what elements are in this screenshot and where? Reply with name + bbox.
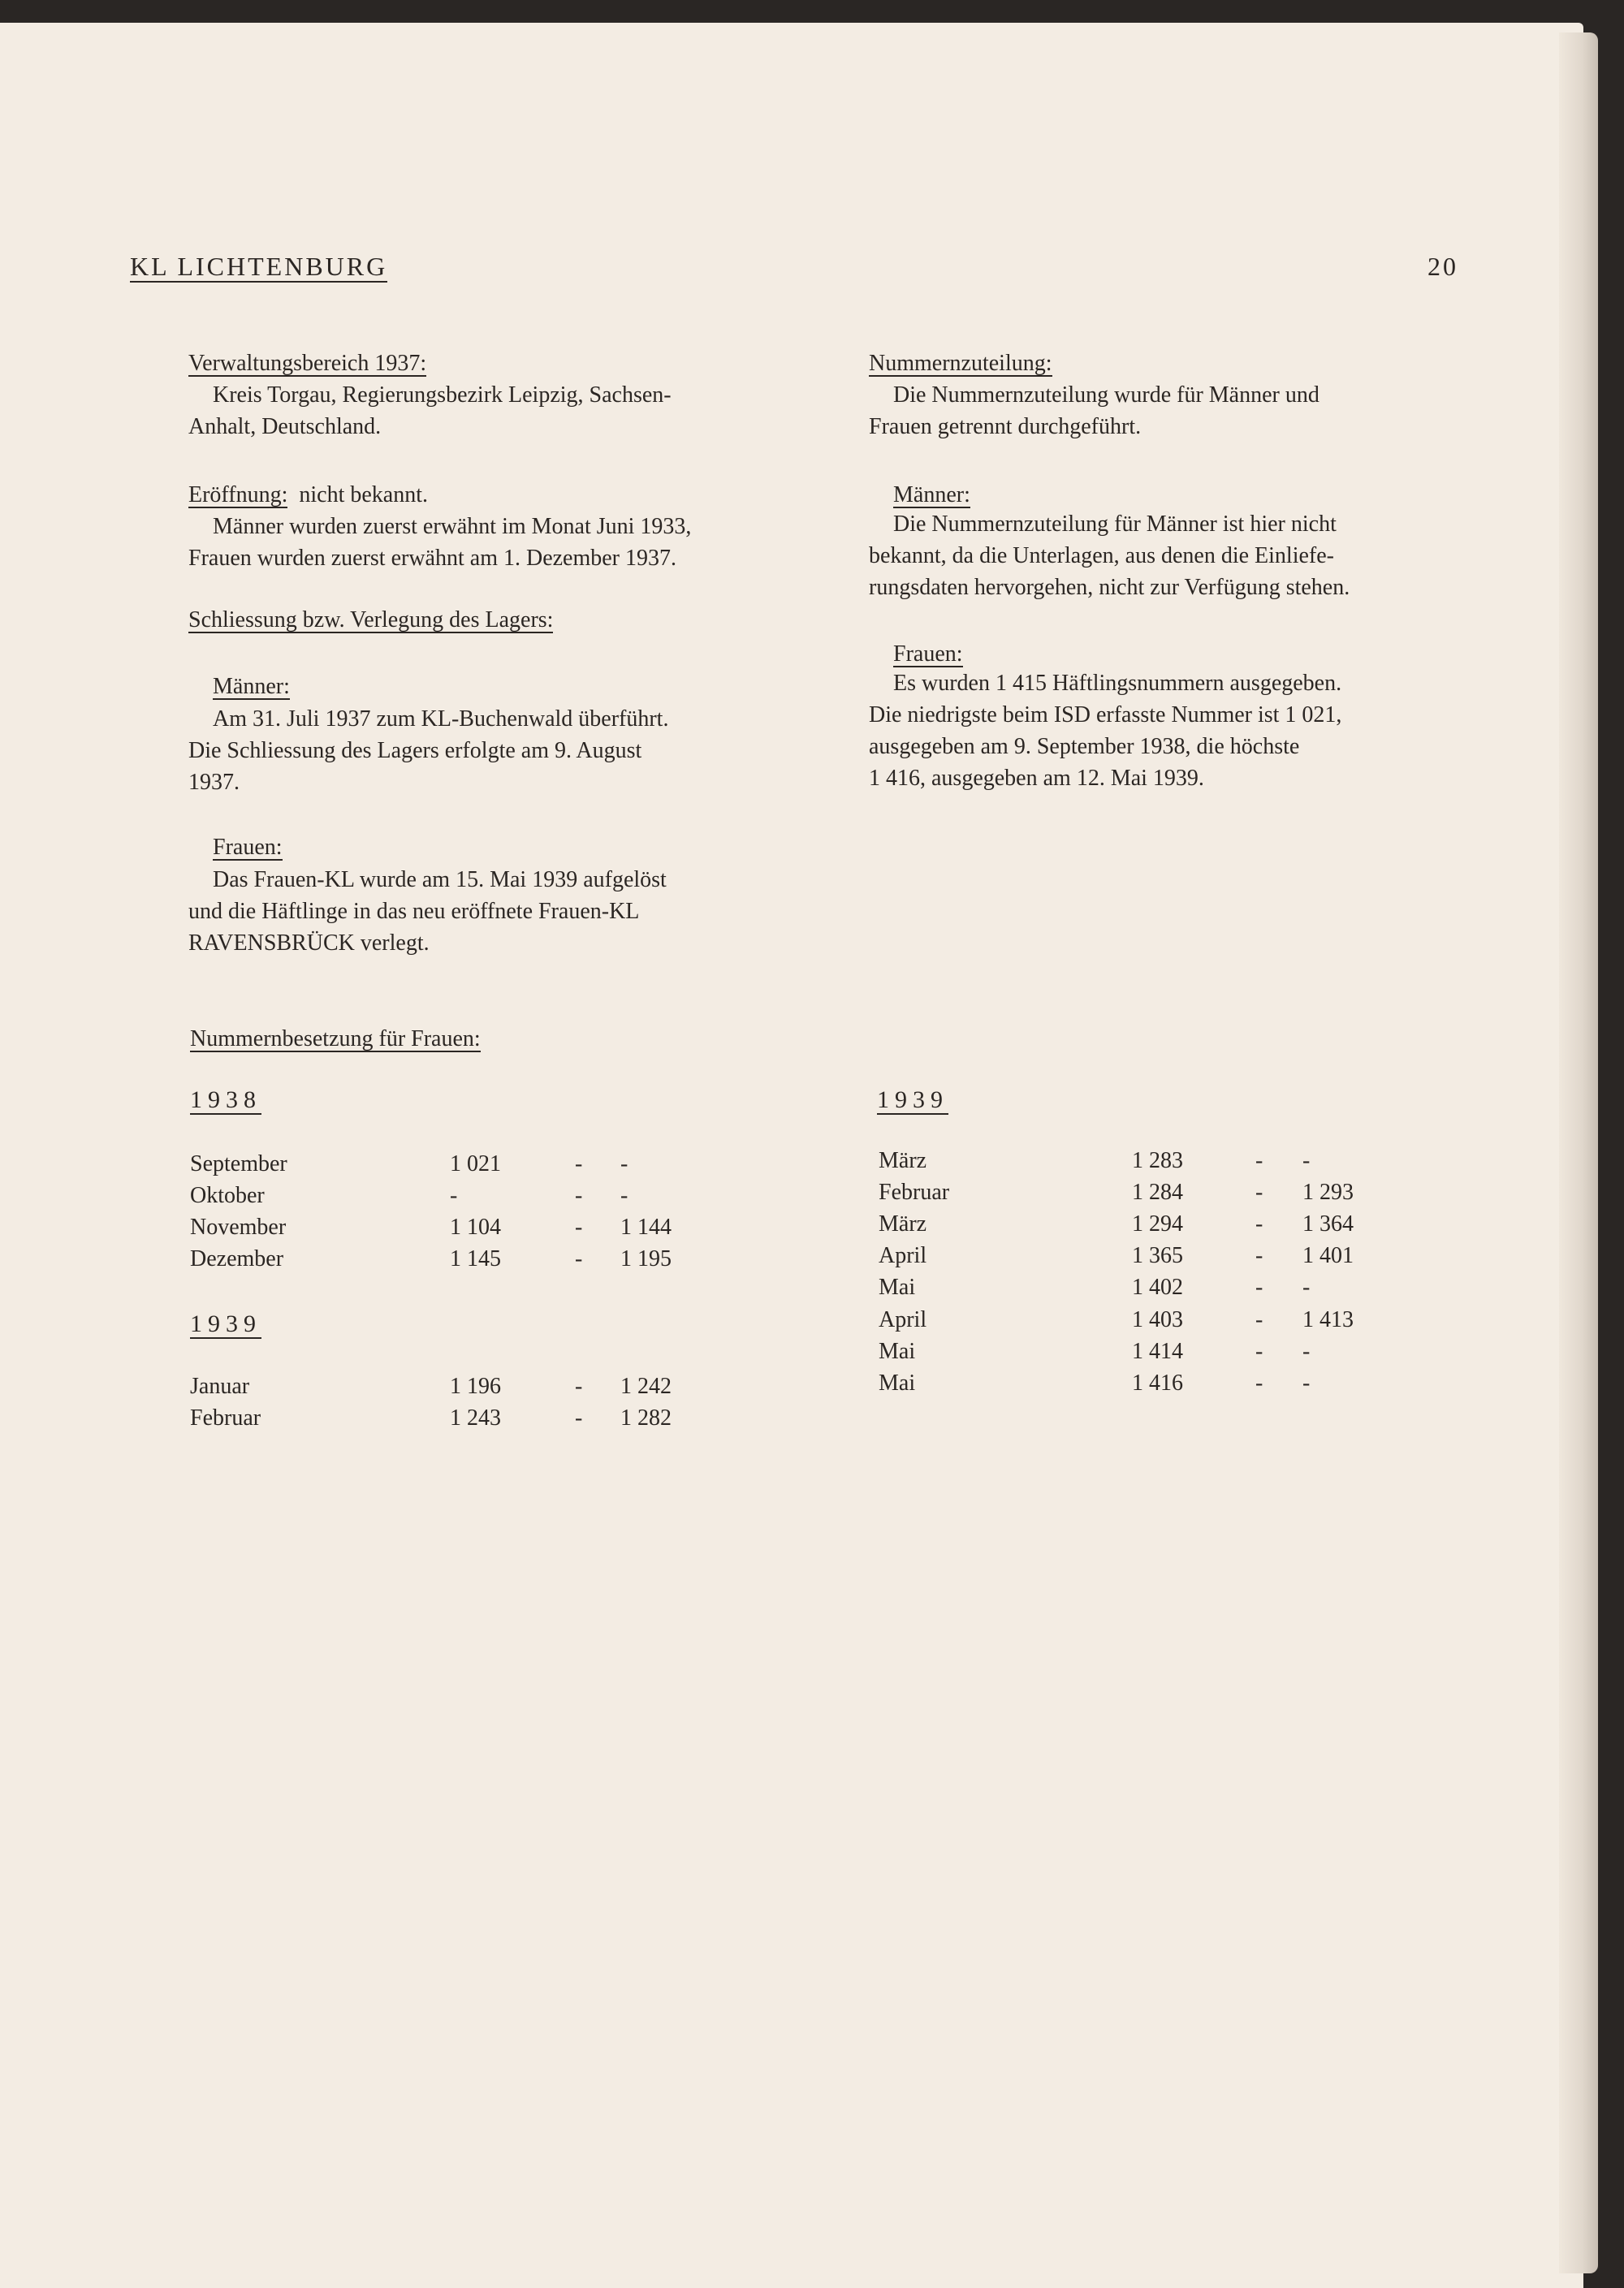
row-month: Februar xyxy=(190,1405,261,1431)
row-to: - xyxy=(620,1183,628,1208)
schliessung-section xyxy=(188,604,553,636)
frauen-section xyxy=(893,638,963,670)
row-dash: - xyxy=(575,1374,583,1399)
row-to: - xyxy=(1302,1371,1311,1396)
row-dash: - xyxy=(575,1246,583,1271)
schliessung-maenner-line-3: 1937. xyxy=(188,770,240,795)
row-month: März xyxy=(879,1148,927,1173)
row-month: März xyxy=(879,1211,927,1237)
eroeffnung-section xyxy=(188,479,691,574)
row-to: 1 413 xyxy=(1302,1307,1354,1332)
row-from: 1 196 xyxy=(450,1374,501,1399)
year-1938-text: 1938 xyxy=(190,1086,261,1113)
schliessung-maenner xyxy=(213,671,290,702)
maenner-line-1: Die Nummernzuteilung für Männer ist hier nicht xyxy=(893,512,1337,537)
maenner-text xyxy=(869,508,1350,603)
row-dash: - xyxy=(1255,1275,1263,1300)
row-from: 1 416 xyxy=(1132,1371,1183,1396)
row-to: 1 195 xyxy=(620,1246,672,1271)
maenner-line-3: rungsdaten hervorgehen, nicht zur Verfügung stehen. xyxy=(869,575,1350,600)
row-from: 1 283 xyxy=(1132,1148,1183,1173)
maenner-line-2: bekannt, da die Unterlagen, aus denen die Einliefe- xyxy=(869,543,1334,568)
row-from: 1 021 xyxy=(450,1151,501,1176)
row-month: April xyxy=(879,1307,927,1332)
zuteilung-line-1: Die Nummernzuteilung wurde für Männer und xyxy=(893,382,1320,408)
schliessung-maenner-line-1: Am 31. Juli 1937 zum KL-Buchenwald überführt. xyxy=(213,706,669,732)
row-to: - xyxy=(1302,1275,1311,1300)
row-from: 1 104 xyxy=(450,1215,501,1240)
schliessung-maenner-heading: Männer: xyxy=(213,674,290,699)
row-to: - xyxy=(1302,1339,1311,1364)
row-from: 1 145 xyxy=(450,1246,501,1271)
year-1939-heading-right xyxy=(877,1086,948,1115)
row-to: 1 364 xyxy=(1302,1211,1354,1237)
frauen-line-1: Es wurden 1 415 Häftlingsnummern ausgegeben. xyxy=(893,671,1342,696)
schliessung-frauen xyxy=(213,831,283,863)
row-dash: - xyxy=(575,1151,583,1176)
zuteilung-section xyxy=(869,348,1320,442)
schliessung-frauen-line-3: RAVENSBRÜCK verlegt. xyxy=(188,930,430,956)
row-month: Januar xyxy=(190,1374,250,1399)
row-to: - xyxy=(1302,1148,1311,1173)
page-number: 20 xyxy=(1427,252,1458,281)
page-edge xyxy=(1559,32,1598,2273)
row-to: 1 293 xyxy=(1302,1180,1354,1205)
row-month: Februar xyxy=(879,1180,950,1205)
row-dash: - xyxy=(575,1183,583,1208)
row-from: 1 402 xyxy=(1132,1275,1183,1300)
row-dash: - xyxy=(1255,1148,1263,1173)
frauen-text xyxy=(869,667,1341,794)
header-title-text: KL LICHTENBURG xyxy=(130,252,388,281)
schliessung-heading: Schliessung bzw. Verlegung des Lagers: xyxy=(188,607,554,632)
row-to: 1 144 xyxy=(620,1215,672,1240)
zuteilung-line-2: Frauen getrennt durchgeführt. xyxy=(869,414,1142,439)
row-from: 1 365 xyxy=(1132,1243,1183,1268)
year-1939-right-text: 1939 xyxy=(877,1086,948,1113)
besetzung-heading: Nummernbesetzung für Frauen: xyxy=(190,1026,481,1051)
row-dash: - xyxy=(1255,1307,1263,1332)
eroeffnung-line-1: Männer wurden zuerst erwähnt im Monat Juni 1933, xyxy=(213,514,692,539)
row-from: 1 284 xyxy=(1132,1180,1183,1205)
year-1938-heading xyxy=(190,1086,261,1115)
row-dash: - xyxy=(1255,1371,1263,1396)
besetzung-section xyxy=(190,1023,481,1055)
row-from: 1 414 xyxy=(1132,1339,1183,1364)
row-dash: - xyxy=(575,1215,583,1240)
row-to: 1 401 xyxy=(1302,1243,1354,1268)
frauen-line-2: Die niedrigste beim ISD erfasste Nummer ist 1 021, xyxy=(869,702,1342,727)
row-dash: - xyxy=(1255,1211,1263,1237)
schliessung-frauen-text xyxy=(188,864,667,959)
row-to: 1 282 xyxy=(620,1405,672,1431)
frauen-line-3: ausgegeben am 9. September 1938, die höchste xyxy=(869,734,1300,759)
schliessung-maenner-line-2: Die Schliessung des Lagers erfolgte am 9. August xyxy=(188,738,642,763)
row-from: 1 403 xyxy=(1132,1307,1183,1332)
row-dash: - xyxy=(1255,1339,1263,1364)
schliessung-frauen-line-1: Das Frauen-KL wurde am 15. Mai 1939 aufgelöst xyxy=(213,867,667,892)
row-month: Mai xyxy=(879,1275,916,1300)
year-1939-left-text: 1939 xyxy=(190,1310,261,1337)
frauen-heading: Frauen: xyxy=(893,641,963,667)
year-1939-heading-left xyxy=(190,1310,261,1339)
zuteilung-heading: Nummernzuteilung: xyxy=(869,351,1052,376)
verwaltung-heading: Verwaltungsbereich 1937: xyxy=(188,351,427,376)
maenner-heading: Männer: xyxy=(893,482,970,507)
row-dash: - xyxy=(1255,1180,1263,1205)
row-to: - xyxy=(620,1151,628,1176)
verwaltung-section xyxy=(188,348,672,442)
schliessung-maenner-text xyxy=(188,703,668,798)
row-month: November xyxy=(190,1215,287,1240)
verwaltung-line-1: Kreis Torgau, Regierungsbezirk Leipzig, Sachsen- xyxy=(213,382,672,408)
schliessung-frauen-heading: Frauen: xyxy=(213,835,283,860)
frauen-line-4: 1 416, ausgegeben am 12. Mai 1939. xyxy=(869,766,1204,791)
page-header-title xyxy=(130,252,387,283)
eroeffnung-heading: Eröffnung: xyxy=(188,482,288,507)
eroeffnung-value: nicht bekannt. xyxy=(299,482,428,507)
row-month: Dezember xyxy=(190,1246,284,1271)
schliessung-frauen-line-2: und die Häftlinge in das neu eröffnete Frauen-KL xyxy=(188,899,640,924)
row-dash: - xyxy=(575,1405,583,1431)
row-month: Oktober xyxy=(190,1183,265,1208)
row-month: April xyxy=(879,1243,927,1268)
row-dash: - xyxy=(1255,1243,1263,1268)
verwaltung-line-2: Anhalt, Deutschland. xyxy=(188,414,382,439)
row-from: - xyxy=(450,1183,458,1208)
eroeffnung-line-2: Frauen wurden zuerst erwähnt am 1. Dezember 1937. xyxy=(188,546,677,571)
row-month: September xyxy=(190,1151,287,1176)
row-month: Mai xyxy=(879,1339,916,1364)
row-month: Mai xyxy=(879,1371,916,1396)
row-to: 1 242 xyxy=(620,1374,672,1399)
maenner-section xyxy=(893,479,970,511)
row-from: 1 294 xyxy=(1132,1211,1183,1237)
row-from: 1 243 xyxy=(450,1405,501,1431)
